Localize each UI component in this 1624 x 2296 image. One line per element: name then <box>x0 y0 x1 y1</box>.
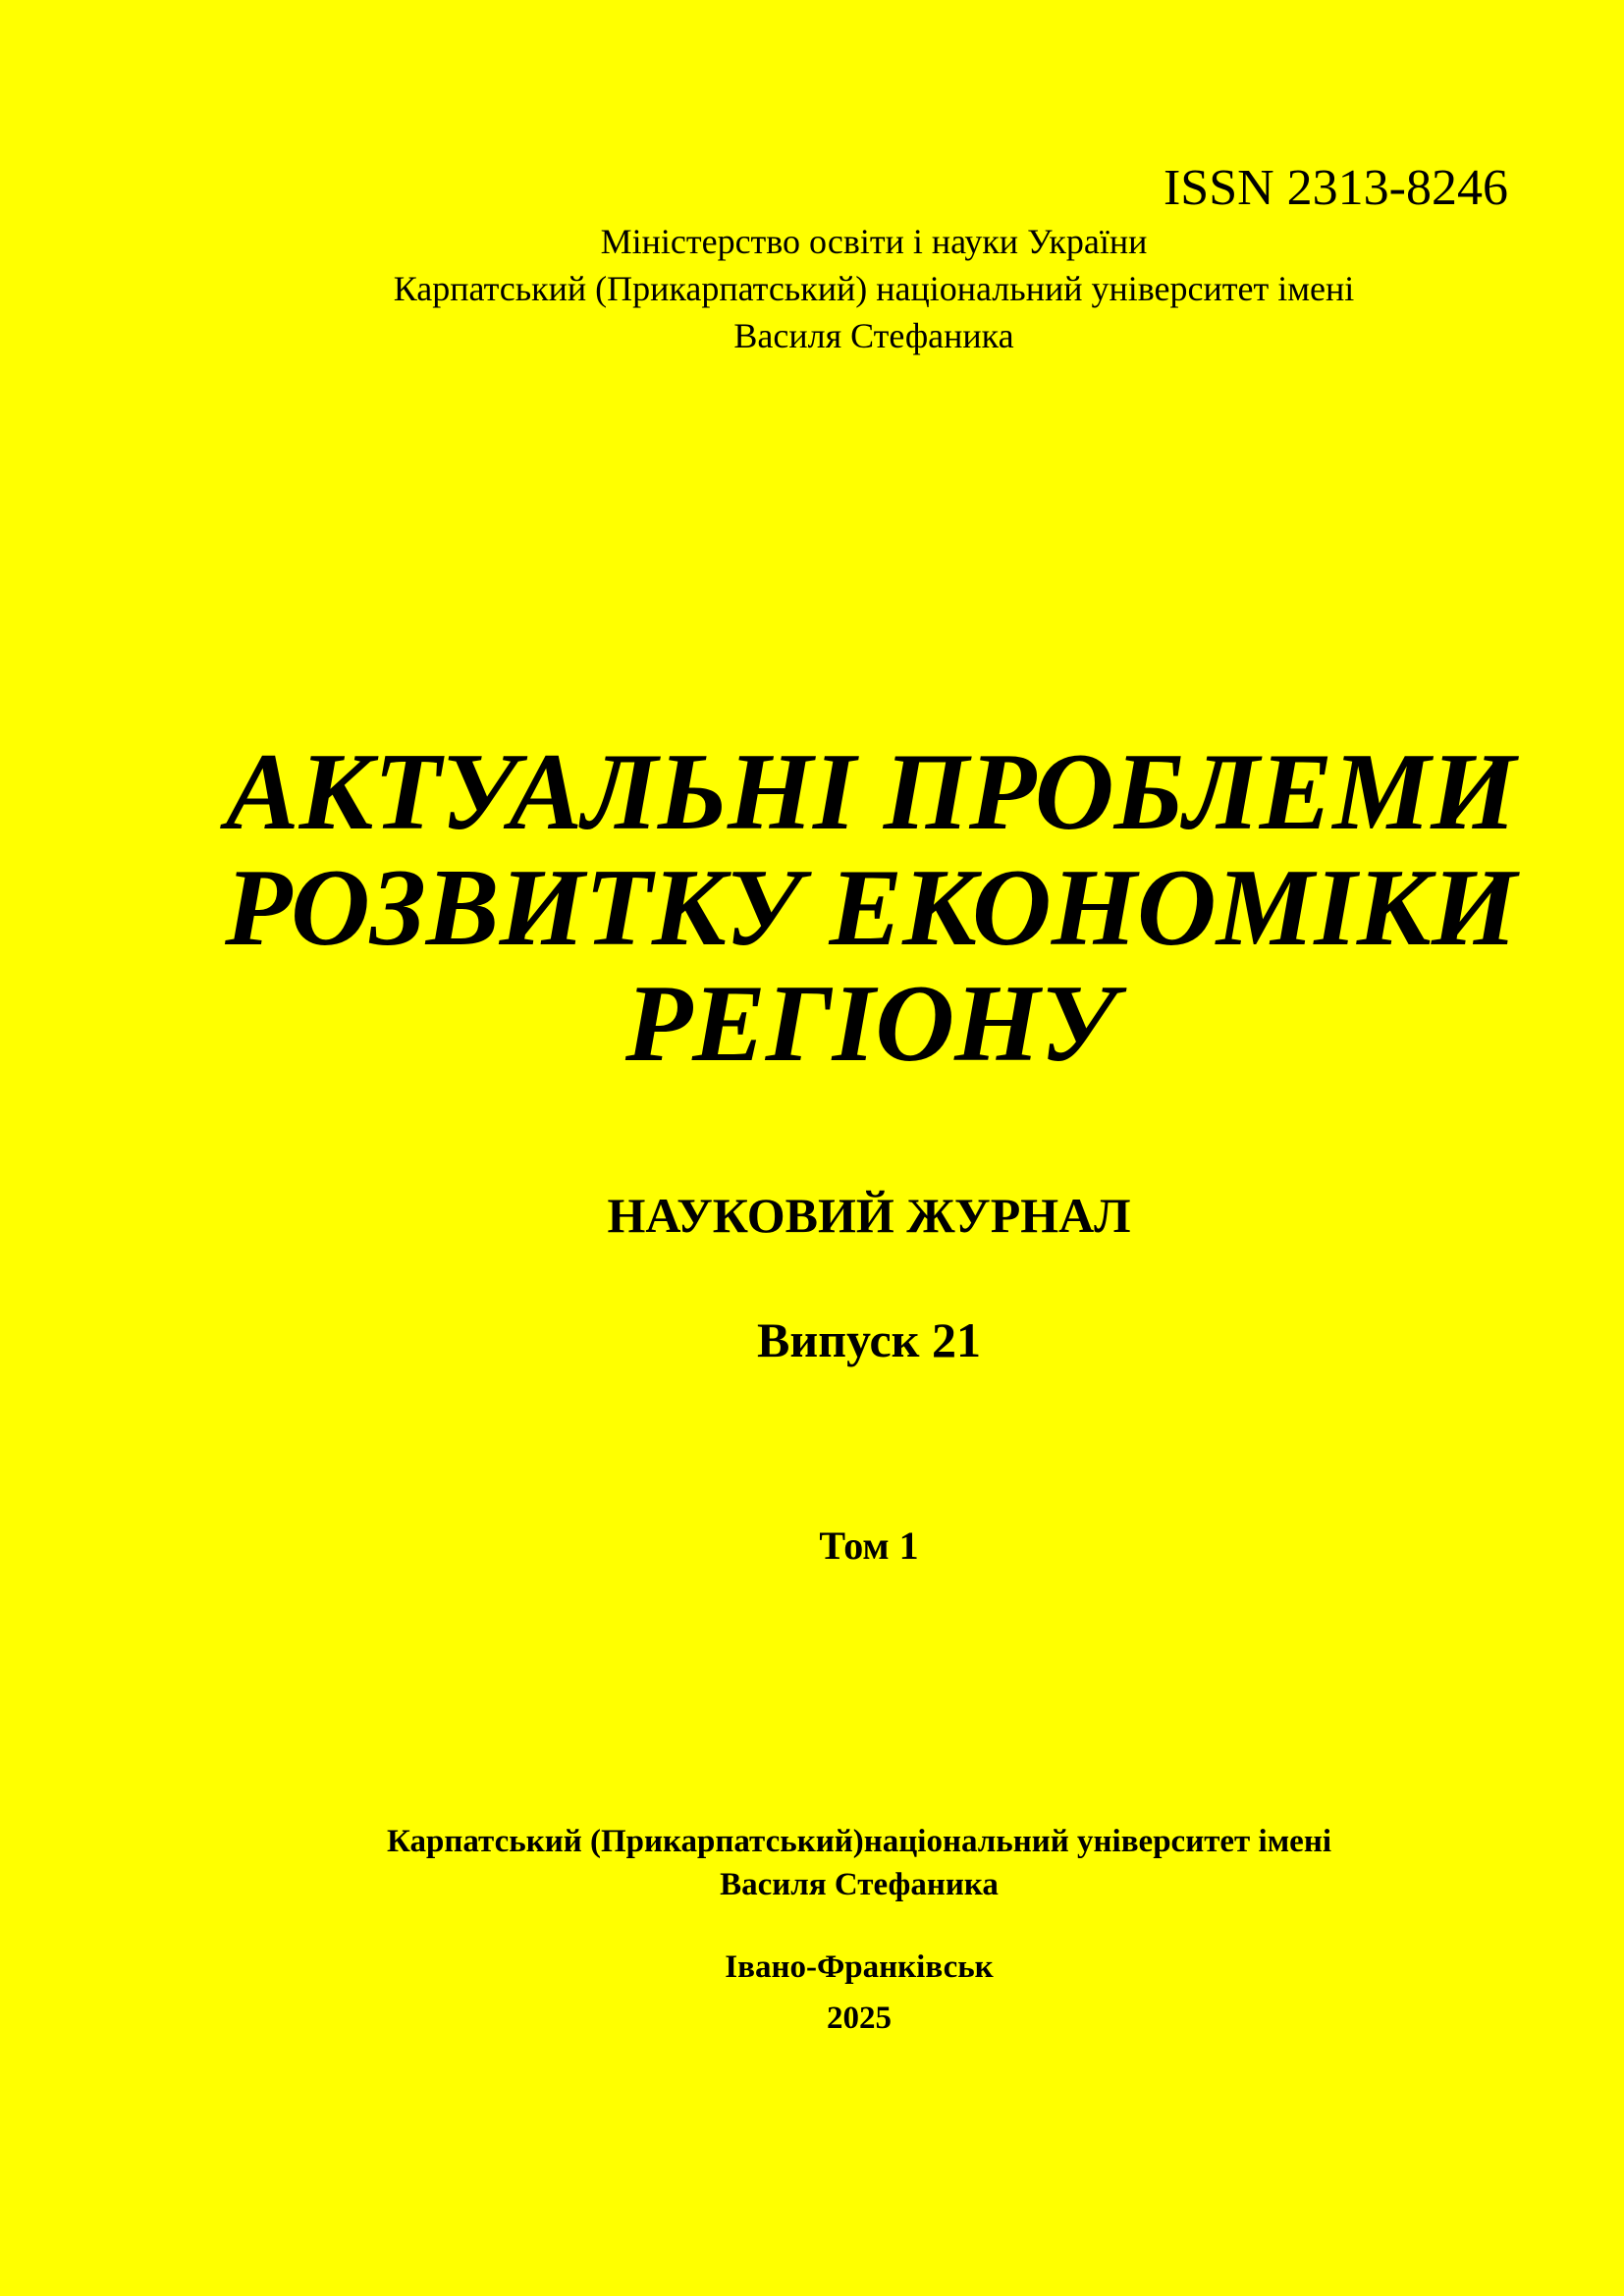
volume-number: Том 1 <box>819 1523 919 1568</box>
imprint <box>49 1942 1624 2044</box>
journal-type: НАУКОВИЙ ЖУРНАЛ <box>607 1188 1131 1243</box>
publisher-line-1: Карпатський (Прикарпатський)національний університет імені <box>386 1824 1331 1859</box>
issn-number: ISSN 2313-8246 <box>1163 160 1508 216</box>
university-line: Карпатський (Прикарпатський) національний університет імені <box>393 269 1355 308</box>
title-line-2: РОЗВИТКУ ЕКОНОМІКИ <box>225 847 1517 969</box>
ministry-line: Міністерство освіти і науки України <box>600 222 1148 261</box>
city: Івано-Франківськ <box>725 1949 994 1985</box>
year: 2025 <box>827 2001 892 2036</box>
title-line-1: АКТУАЛЬНІ ПРОБЛЕМИ <box>225 731 1517 853</box>
journal-title <box>71 731 1624 1085</box>
university-name-line: Василя Стефаника <box>733 316 1014 355</box>
title-line-3: РЕГІОНУ <box>624 963 1117 1085</box>
publisher <box>49 1820 1624 1906</box>
issue-number: Випуск 21 <box>757 1312 981 1367</box>
ministry-header <box>88 218 1624 359</box>
publisher-line-2: Василя Стефаника <box>720 1867 999 1902</box>
